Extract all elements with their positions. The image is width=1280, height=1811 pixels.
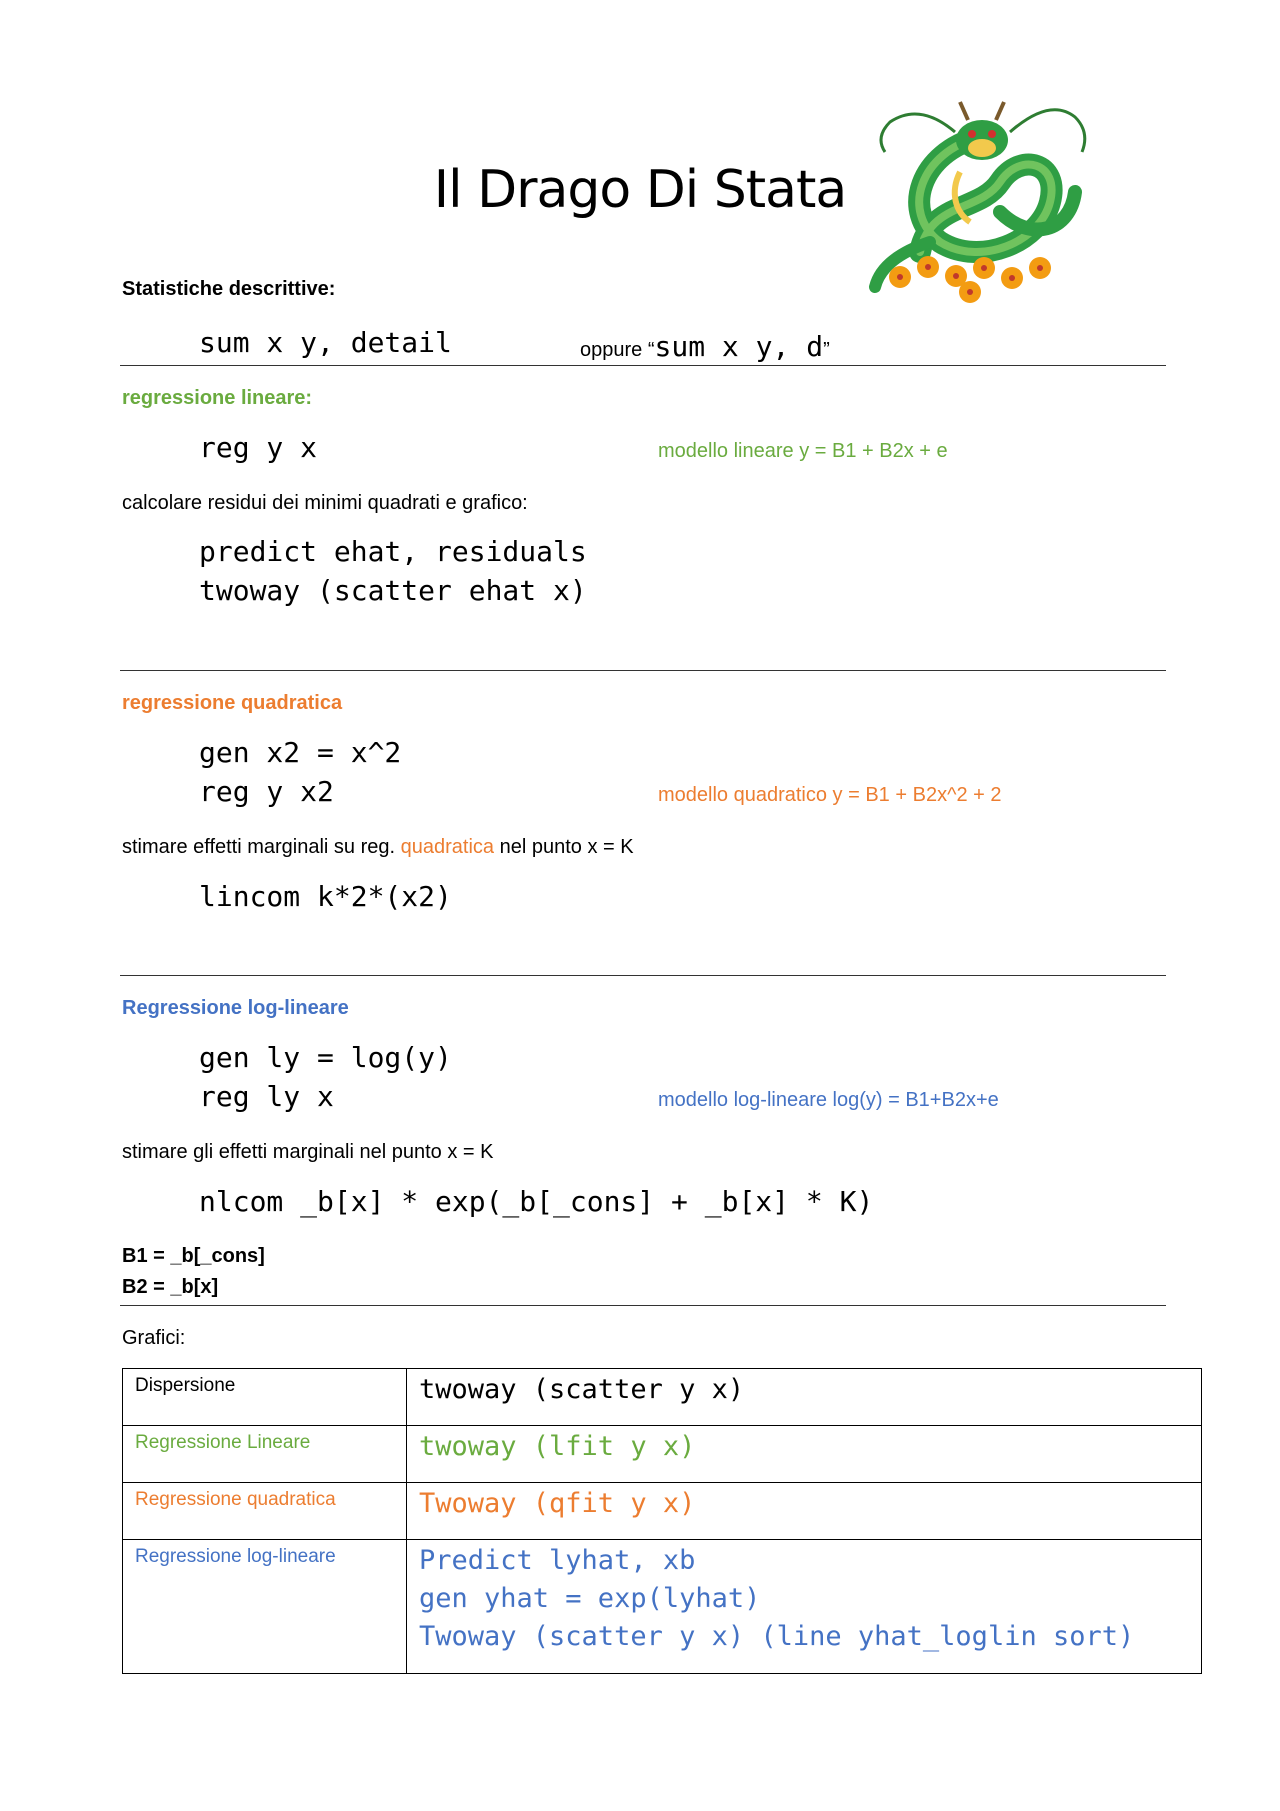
code-reg-y-x2: reg y x2 — [199, 775, 334, 808]
code-lincom: lincom k*2*(x2) — [199, 880, 452, 913]
page-title: Il Drago Di Stata — [433, 160, 847, 220]
table-row — [123, 1540, 1202, 1674]
graph-type-label: Regressione Lineare — [123, 1426, 407, 1483]
graph-type-label: Dispersione — [123, 1369, 407, 1426]
dragon-icon — [860, 92, 1100, 312]
alt-suffix: ” — [823, 339, 830, 361]
graphs-label: Grafici: — [122, 1327, 186, 1349]
code-sum-detail: sum x y, detail — [199, 326, 452, 359]
marg-text-a: stimare effetti marginali su reg. — [122, 836, 401, 858]
model-loglineare: modello log-lineare log(y) = B1+B2x+e — [658, 1089, 999, 1111]
model-quadratico: modello quadratico y = B1 + B2x^2 + 2 — [658, 784, 1002, 806]
graph-command: twoway (scatter y x) — [407, 1369, 1202, 1426]
code-predict: predict ehat, residuals — [199, 535, 587, 568]
graph-command-line: Predict lyhat, xb — [419, 1545, 696, 1576]
code-reg-y-x: reg y x — [199, 431, 318, 464]
graph-type-label: Regressione log-lineare — [123, 1540, 407, 1674]
graph-command-line: Twoway (scatter y x) (line yhat_loglin sort) — [419, 1621, 1135, 1652]
b2-definition: B2 = _b[x] — [122, 1276, 219, 1298]
divider — [120, 1305, 1166, 1306]
graph-command: Twoway (qfit y x) — [407, 1483, 1202, 1540]
section-heading-quadratica: regressione quadratica — [122, 692, 343, 714]
table-row — [123, 1483, 1202, 1540]
marg-text-b: quadratica — [400, 836, 495, 858]
graph-command-multiline — [407, 1540, 1202, 1674]
divider — [120, 975, 1166, 976]
section-heading-lineare: regressione lineare: — [122, 387, 313, 409]
residual-text: calcolare residui dei minimi quadrati e grafico: — [122, 492, 528, 514]
section-heading-loglineare: Regressione log-lineare — [122, 997, 349, 1019]
code-reg-ly-x: reg ly x — [199, 1080, 334, 1113]
marg-text-c: nel punto x = K — [494, 836, 634, 858]
marg-text-log: stimare gli effetti marginali nel punto x = K — [122, 1141, 494, 1163]
table-row — [123, 1426, 1202, 1483]
code-gen-ly: gen ly = log(y) — [199, 1041, 452, 1074]
alt-code: sum x y, d — [654, 330, 824, 363]
graphs-table — [122, 1368, 1202, 1674]
alt-command — [580, 330, 830, 363]
divider — [120, 670, 1166, 671]
b1-definition: B1 = _b[_cons] — [122, 1245, 265, 1267]
graph-type-label: Regressione quadratica — [123, 1483, 407, 1540]
code-nlcom: nlcom _b[x] * exp(_b[_cons] + _b[x] * K) — [199, 1185, 874, 1218]
divider — [120, 365, 1166, 366]
code-gen-x2: gen x2 = x^2 — [199, 736, 402, 769]
graph-command-line: gen yhat = exp(lyhat) — [419, 1583, 761, 1614]
code-twoway-ehat: twoway (scatter ehat x) — [199, 574, 587, 607]
section-heading-descrittive: Statistiche descrittive: — [122, 278, 336, 300]
graph-command: twoway (lfit y x) — [407, 1426, 1202, 1483]
model-lineare: modello lineare y = B1 + B2x + e — [658, 440, 948, 462]
marg-text-quad — [122, 836, 634, 859]
table-row — [123, 1369, 1202, 1426]
alt-prefix: oppure “ — [580, 339, 655, 361]
